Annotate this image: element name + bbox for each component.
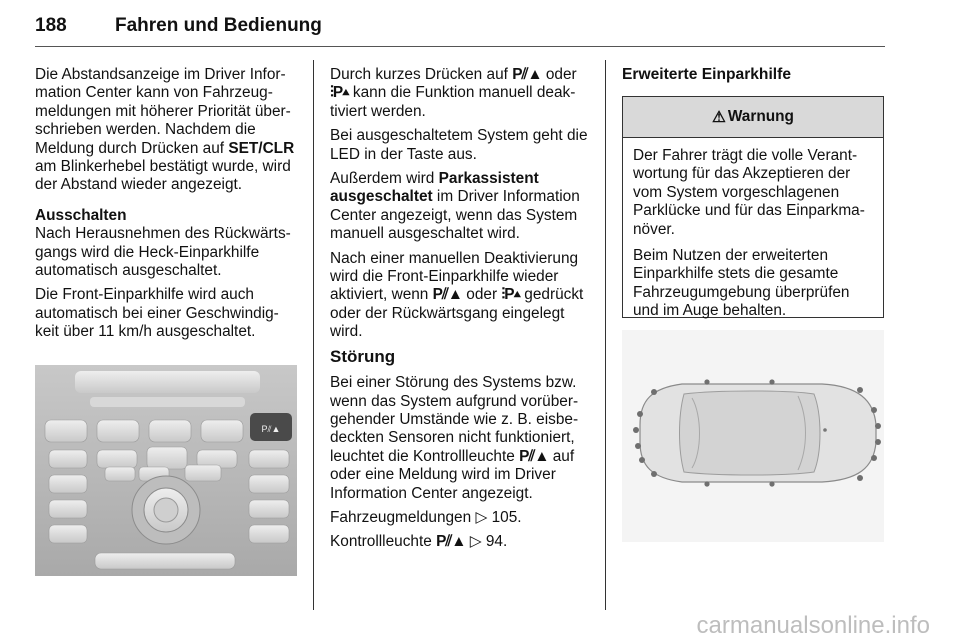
paragraph: Nach Herausnehmen des Rückwärts-gangs wird die Heck-Einparkhilfe automatisch ausgeschaltet. xyxy=(35,225,291,280)
warning-icon: ⚠ xyxy=(712,108,726,126)
paragraph: Nach einer manuellen Deaktivierung wird die Front-Einparkhilfe wieder aktiviert, wenn P⫽▲ oder ⫶P▴ gedrückt oder der Rückwärtsgang eingelegt wird. xyxy=(330,249,584,341)
section-heading: Ausschalten xyxy=(35,206,127,224)
warning-paragraph: Der Fahrer trägt die volle Verant-wortung für das Akzeptieren der vom System vorgeschlagenen Parklücke und für das Einparkma-növer. xyxy=(633,147,865,238)
page-title: Fahren und Bedienung xyxy=(115,15,322,36)
advanced-park-assist-icon: ⫶P▴ xyxy=(501,286,521,304)
paragraph: Bei einer Störung des Systems bzw. wenn das System aufgrund vorüber-gehender Umstände wie z. B. eisbe-deckten Sensoren nicht funktioniert, leuchtet die Kontrollleuchte P⫽▲ auf oder eine Meldung wird im Driver Information Center angezeigt. xyxy=(330,374,579,502)
warning-box xyxy=(622,96,884,318)
park-assist-icon: P⫽▲ xyxy=(519,447,549,465)
park-assist-icon: P⫽▲ xyxy=(432,286,463,304)
column-divider xyxy=(313,60,314,610)
paragraph: Bei ausgeschaltetem System geht die LED in der Taste aus. xyxy=(330,127,588,163)
paragraph: Kontrollleuchte P⫽▲ ▷ 94. xyxy=(330,533,508,551)
page-reference[interactable]: 105. xyxy=(491,508,522,526)
page-header xyxy=(35,0,885,52)
paragraph: Außerdem wird Parkassistent ausgeschaltet im Driver Information Center angezeigt, wenn das System manuell ausgeschaltet wird. xyxy=(330,170,580,243)
column-middle xyxy=(330,66,595,558)
reference-arrow-icon: ▷ xyxy=(475,508,488,526)
warning-title: Warnung xyxy=(727,108,794,125)
advanced-park-assist-icon: ⫶P▴ xyxy=(330,84,349,102)
center-console-image xyxy=(35,365,297,576)
reference-arrow-icon: ▷ xyxy=(469,533,482,551)
park-assist-icon: P⫽▲ xyxy=(512,66,542,83)
watermark: carmanualsonline.info xyxy=(696,612,930,639)
paragraph: Durch kurzes Drücken auf P⫽▲ oder ⫶P▴ kann die Funktion manuell deak-tiviert werden. xyxy=(330,66,577,120)
paragraph: Die Front-Einparkhilfe wird auch automatisch bei einer Geschwindig-keit über 11 km/h ausgeschaltet. xyxy=(35,286,279,341)
park-assist-icon: P⫽▲ xyxy=(436,533,466,551)
column-divider xyxy=(605,60,606,610)
warning-header xyxy=(623,97,883,138)
section-heading: Erweiterte Einparkhilfe xyxy=(622,66,791,83)
section-heading: Störung xyxy=(330,346,396,366)
column-left xyxy=(35,66,300,348)
page-number: 188 xyxy=(35,15,67,36)
warning-body xyxy=(623,138,883,338)
console-park-button-label: P⫽▲ xyxy=(261,424,281,434)
page-reference[interactable]: 94. xyxy=(485,533,508,551)
car-sensor-diagram xyxy=(622,330,884,542)
warning-paragraph: Beim Nutzen der erweiterten Einparkhilfe stets die gesamte Fahrzeugumgebung überprüfen und im Auge behalten. xyxy=(633,247,850,320)
paragraph: Die Abstandsanzeige im Driver Infor-mation Center kann von Fahrzeug-meldungen mit höherer Priorität über-schrieben werden. Nachdem die Meldung durch Drücken auf SET/CLR am Blinkerhebel bestätigt wurde, wird der Abstand wieder angezeigt. xyxy=(35,66,295,194)
header-rule xyxy=(35,46,885,47)
paragraph: Fahrzeugmeldungen ▷ 105. xyxy=(330,508,522,526)
